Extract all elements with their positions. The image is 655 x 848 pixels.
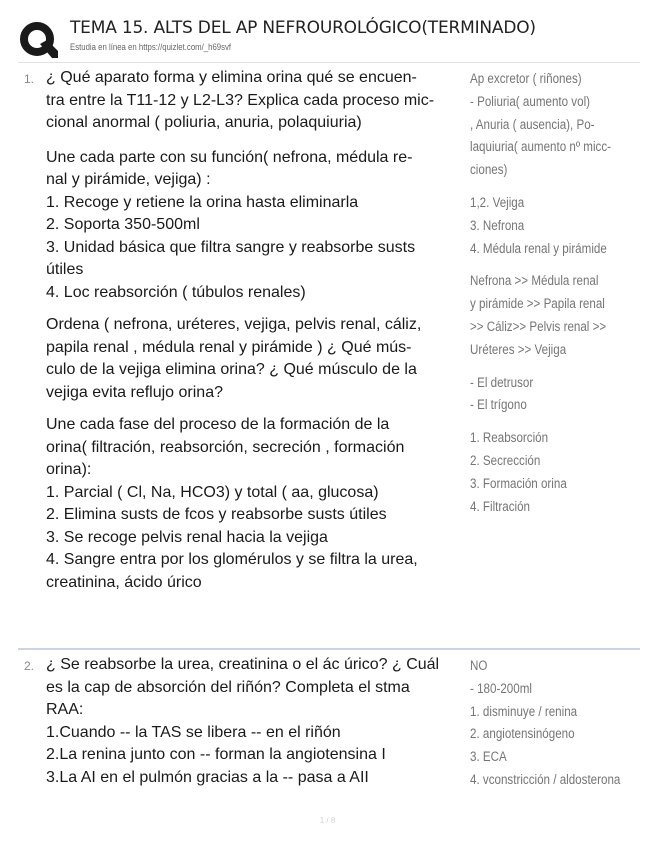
question-line: 4. Sangre entra por los glomérulos y se filtra la urea, — [46, 551, 418, 568]
page-number: 1 / 8 — [319, 816, 336, 825]
card-number: 1. — [24, 72, 35, 86]
answer-line: >> Cáliz>> Pelvis renal >> — [470, 318, 607, 334]
answer-line: - Poliuria( aumento vol) — [470, 93, 591, 109]
card-number: 2. — [24, 659, 35, 673]
answer-line: Nefrona >> Médula renal — [470, 273, 599, 289]
answer-line: 2. angiotensinógeno — [470, 726, 575, 742]
question-line: Une cada parte con su función( nefrona, médula re- — [46, 148, 413, 166]
question-line: papila renal , médula renal y pirámide ) ¿ Qué mús- — [46, 338, 412, 356]
question-line: tra entre la T11-12 y L2-L3? Explica cada proceso mic- — [46, 91, 435, 109]
question-line: ¿ Se reabsorbe la urea, creatinina o el ác úrico? ¿ Cuál — [46, 656, 440, 673]
question-line: 1.Cuando -- la TAS se libera -- en el riñón — [46, 723, 341, 741]
answer-line: NO — [470, 658, 488, 673]
answer-line: 1. disminuye / renina — [470, 703, 578, 719]
answer-line: 4. Filtración — [470, 498, 531, 514]
question-line: 1. Recoge y retiene la orina hasta eliminarla — [46, 193, 359, 211]
question-line: Une cada fase del proceso de la formación de la — [46, 416, 390, 433]
question-line: ¿ Qué aparato forma y elimina orina qué se encuen- — [46, 69, 417, 86]
question-line: 3. Se recoge pelvis renal hacia la vejiga — [46, 528, 328, 546]
question-line: 2. Elimina susts de fcos y reabsorbe susts útiles — [46, 506, 387, 523]
question-line: cional anormal ( poliuria, anuria, polaquiuria) — [46, 114, 362, 131]
answer-line: 1. Reabsorción — [470, 430, 549, 446]
answer-line: 3. Formación orina — [470, 475, 567, 491]
card-question — [46, 67, 470, 594]
answer-line: 3. Nefrona — [470, 217, 525, 233]
answer-line: y pirámide >> Papila renal — [470, 296, 605, 312]
question-line: 3.La AI en el pulmón gracias a la -- pasa a AII — [46, 768, 369, 786]
card-question — [46, 654, 470, 789]
answer-line: 4. vconstricción / aldosterona — [470, 771, 621, 787]
quizlet-logo-icon — [18, 20, 58, 60]
question-line: es la cap de absorción del riñón? Completa el stma — [46, 678, 410, 696]
question-line: 2.La renina junto con -- forman la angiotensina I — [46, 746, 386, 763]
question-line: orina( filtración, reabsorción, secreción , formación — [46, 438, 405, 456]
answer-line: laquiuria( aumento nº micc- — [470, 139, 612, 155]
answer-line: 1,2. Vejiga — [470, 194, 525, 210]
answer-line: 2. Secrección — [470, 452, 541, 468]
question-line: nal y pirámide, vejiga) : — [46, 171, 211, 188]
answer-line: Ap excretor ( riñones) — [470, 71, 582, 86]
question-line: creatinina, ácido úrico — [46, 573, 202, 591]
question-line: 4. Loc reabsorción ( túbulos renales) — [46, 283, 306, 301]
question-line: 2. Soporta 350-500ml — [46, 216, 200, 233]
answer-line: 4. Médula renal y pirámide — [470, 240, 607, 256]
answer-line: ciones) — [470, 162, 508, 178]
answer-line: , Anuria ( ausencia), Po- — [470, 116, 595, 132]
card-divider — [18, 648, 640, 650]
source-link[interactable]: Estudia en línea en https://quizlet.com/_h69svf — [70, 42, 232, 53]
question-line: vejiga evita reflujo orina? — [46, 383, 223, 401]
question-line: orina): — [46, 461, 92, 478]
page-title: TEMA 15. ALTS DEL AP NEFROUROLÓGICO(TERMINADO) — [70, 18, 536, 38]
answer-line: Uréteres >> Vejiga — [470, 341, 567, 357]
page-header — [18, 14, 638, 60]
question-line: 1. Parcial ( Cl, Na, HCO3) y total ( aa, glucosa) — [46, 483, 379, 501]
question-line: 3. Unidad básica que filtra sangre y reabsorbe susts — [46, 238, 416, 256]
question-line: útiles — [46, 261, 84, 278]
question-line: Ordena ( nefrona, uréteres, vejiga, pelvis renal, cáliz, — [46, 316, 422, 333]
card-answer — [470, 655, 650, 792]
answer-line: 3. ECA — [470, 749, 507, 765]
answer-line: - 180-200ml — [470, 680, 532, 696]
answer-line: - El detrusor — [470, 374, 534, 390]
answer-line: - El trígono — [470, 397, 527, 413]
header-divider — [18, 62, 640, 63]
question-line: RAA: — [46, 701, 84, 718]
card-answer — [470, 68, 650, 518]
question-line: culo de la vejiga elimina orina? ¿ Qué músculo de la — [46, 361, 417, 378]
